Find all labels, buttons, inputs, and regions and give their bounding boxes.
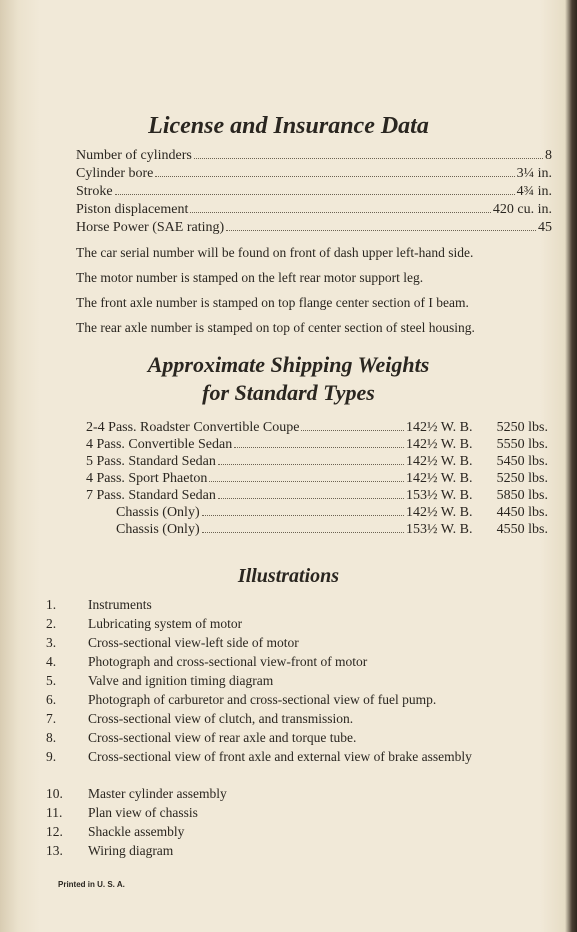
dot-leader	[202, 522, 404, 533]
spec-row	[76, 148, 552, 164]
weight: 4550 lbs.	[496, 522, 548, 537]
wheelbase: 142½ W. B.	[406, 471, 473, 486]
car-type: 2-4 Pass. Roadster Convertible Coupe	[86, 420, 300, 435]
shipping-row	[86, 471, 548, 487]
item-text: Photograph and cross-sectional view-front of motor	[88, 654, 368, 669]
dot-leader	[234, 437, 404, 448]
item-number: 5.	[46, 673, 57, 688]
illustration-item	[46, 749, 556, 765]
rear-axle-note: The rear axle number is stamped on top of center section of steel housing.	[76, 320, 475, 335]
shipping-row	[86, 420, 548, 436]
spec-row	[76, 202, 552, 218]
wheelbase: 142½ W. B.	[406, 437, 473, 452]
item-text: Wiring diagram	[88, 843, 174, 858]
item-number: 9.	[46, 749, 57, 764]
illustrations-title: Illustrations	[237, 565, 340, 587]
item-number: 11.	[46, 805, 63, 820]
illustration-item	[46, 654, 556, 670]
front-axle-note: The front axle number is stamped on top flange center section of I beam.	[76, 295, 469, 310]
dot-leader	[218, 454, 404, 465]
car-type: 7 Pass. Standard Sedan	[86, 488, 216, 503]
car-type: 4 Pass. Sport Phaeton	[86, 471, 208, 486]
item-text: Instruments	[88, 597, 152, 612]
serial-note: The car serial number will be found on front of dash upper left-hand side.	[76, 245, 474, 260]
item-text: Plan view of chassis	[88, 805, 198, 820]
shipping-row	[86, 437, 548, 453]
spec-value: 420 cu. in.	[492, 202, 552, 217]
shipping-title: Approximate Shipping Weights	[147, 352, 430, 377]
shipping-row	[86, 522, 548, 538]
illustration-item	[46, 635, 556, 651]
weight: 4450 lbs.	[496, 505, 548, 520]
illustration-item	[46, 824, 556, 840]
shipping-row	[86, 454, 548, 470]
item-text: Lubricating system of motor	[88, 616, 243, 631]
spec-label: Number of cylinders	[76, 148, 192, 163]
dot-leader	[301, 420, 404, 431]
car-type: 4 Pass. Convertible Sedan	[86, 437, 233, 452]
wheelbase: 142½ W. B.	[406, 420, 473, 435]
spec-label: Piston displacement	[76, 202, 189, 217]
weight: 5850 lbs.	[496, 488, 548, 503]
item-number: 7.	[46, 711, 57, 726]
dot-leader	[155, 166, 514, 177]
item-text: Cross-sectional view of front axle and external view of brake assembly	[88, 749, 472, 764]
item-number: 4.	[46, 654, 57, 669]
item-number: 2.	[46, 616, 57, 631]
illustration-item	[46, 711, 556, 727]
spec-value: 45	[538, 220, 552, 235]
illustration-item	[46, 616, 556, 632]
spec-row	[76, 220, 552, 236]
illustration-item	[46, 673, 556, 689]
item-number: 6.	[46, 692, 57, 707]
item-number: 3.	[46, 635, 57, 650]
item-text: Photograph of carburetor and cross-sectional view of fuel pump.	[88, 692, 437, 707]
item-text: Cross-sectional view of rear axle and torque tube.	[88, 730, 357, 745]
dot-leader	[209, 471, 404, 482]
illustration-item	[46, 843, 556, 859]
spec-value: 4¾ in.	[516, 184, 552, 199]
illustration-item	[46, 692, 556, 708]
dot-leader	[115, 184, 515, 195]
dot-leader	[202, 505, 404, 516]
dot-leader	[194, 148, 543, 159]
item-text: Cross-sectional view of clutch, and transmission.	[88, 711, 354, 726]
dot-leader	[226, 220, 536, 231]
weight: 5250 lbs.	[496, 471, 548, 486]
spec-value: 8	[545, 148, 552, 163]
shipping-row	[86, 505, 548, 521]
illustration-item	[46, 730, 556, 746]
weight: 5550 lbs.	[496, 437, 548, 452]
wheelbase: 153½ W. B.	[406, 522, 473, 537]
dot-leader	[218, 488, 404, 499]
motor-note: The motor number is stamped on the left rear motor support leg.	[76, 270, 424, 285]
item-number: 10.	[46, 786, 63, 801]
spec-label: Cylinder bore	[76, 166, 154, 181]
illustration-item	[46, 805, 556, 821]
illustration-item	[46, 786, 556, 802]
shipping-row	[86, 488, 548, 504]
item-text: Cross-sectional view-left side of motor	[88, 635, 299, 650]
item-number: 8.	[46, 730, 57, 745]
item-number: 12.	[46, 824, 63, 839]
spec-value: 3¼ in.	[516, 166, 552, 181]
dot-leader	[190, 202, 491, 213]
printed-footer: Printed in U. S. A.	[58, 880, 125, 889]
car-type: 5 Pass. Standard Sedan	[86, 454, 216, 469]
weight: 5250 lbs.	[496, 420, 548, 435]
item-text: Shackle assembly	[88, 824, 185, 839]
spec-row	[76, 166, 552, 182]
car-type: Chassis (Only)	[116, 522, 200, 537]
weight: 5450 lbs.	[496, 454, 548, 469]
license-title: License and Insurance Data	[148, 113, 429, 139]
item-text: Valve and ignition timing diagram	[88, 673, 274, 688]
wheelbase: 153½ W. B.	[406, 488, 473, 503]
wheelbase: 142½ W. B.	[406, 454, 473, 469]
wheelbase: 142½ W. B.	[406, 505, 473, 520]
item-text: Master cylinder assembly	[88, 786, 227, 801]
spec-label: Stroke	[76, 184, 113, 199]
car-type: Chassis (Only)	[116, 505, 200, 520]
spec-row	[76, 184, 552, 200]
spec-label: Horse Power (SAE rating)	[76, 220, 225, 235]
item-number: 13.	[46, 843, 63, 858]
item-number: 1.	[46, 597, 57, 612]
illustration-item	[46, 597, 556, 613]
shipping-subtitle: for Standard Types	[202, 380, 375, 405]
